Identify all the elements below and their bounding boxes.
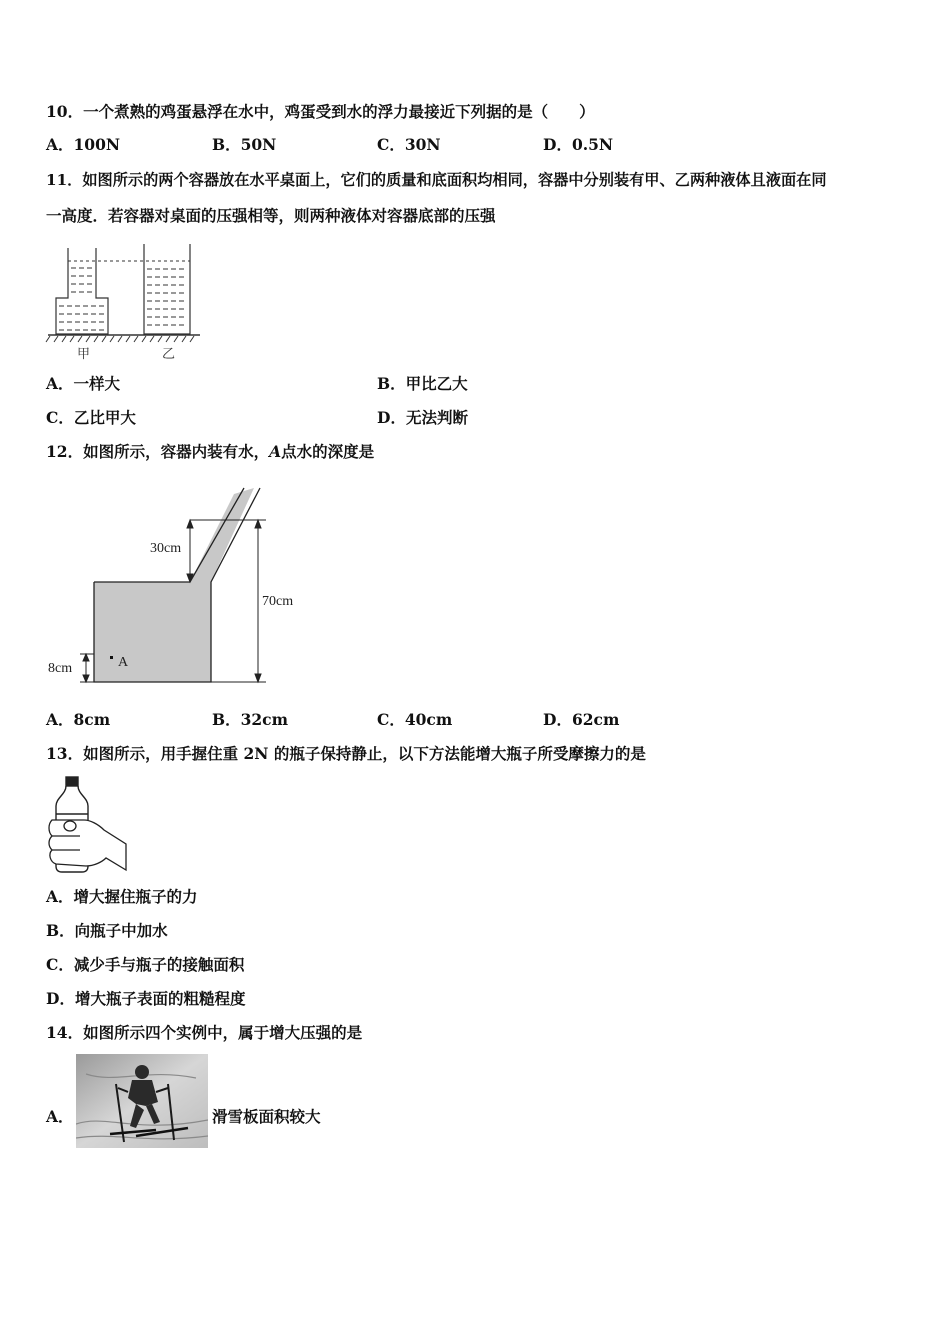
q12-container-figure xyxy=(44,484,314,694)
q11-option-d: D．无法判断 xyxy=(377,408,468,427)
q11-stem-line2: 一高度．若容器对桌面的压强相等，则两种液体对容器底部的压强 xyxy=(46,206,496,225)
liquid-jia xyxy=(59,268,105,330)
q13-option-b: B．向瓶子中加水 xyxy=(46,921,168,940)
q11-option-a: A．一样大 xyxy=(46,374,121,393)
q14-option-a-letter: A． xyxy=(46,1107,74,1126)
q12-stem-prefix: 12．如图所示，容器内装有水， xyxy=(46,442,270,461)
water-body xyxy=(94,488,254,682)
point-a-marker xyxy=(110,656,113,659)
q10-option-a: A．100N xyxy=(46,135,121,154)
q13-option-d: D．增大瓶子表面的粗糙程度 xyxy=(46,989,246,1008)
q14-option-a-caption: 滑雪板面积较大 xyxy=(212,1107,321,1126)
q13-option-a: A．增大握住瓶子的力 xyxy=(46,887,198,906)
q13-option-c: C．减少手与瓶子的接触面积 xyxy=(46,955,245,974)
q11-stem-line1: 11．如图所示的两个容器放在水平桌面上，它们的质量和底面积均相同，容器中分别装有甲、乙两种液体且液面在同 xyxy=(46,171,827,189)
label-30cm: 30cm xyxy=(150,541,182,556)
label-point-a: A xyxy=(118,655,129,670)
label-yi: 乙 xyxy=(162,346,176,361)
q10-option-c: C．30N xyxy=(377,135,441,154)
container-yi xyxy=(144,244,190,334)
q12-option-a: A．8cm xyxy=(46,710,111,729)
q12-stem-point: A xyxy=(269,442,282,461)
label-70cm: 70cm xyxy=(262,594,294,609)
q11-option-c: C．乙比甲大 xyxy=(46,408,136,427)
q10-option-b: B．50N xyxy=(212,135,277,154)
q11-containers-figure xyxy=(44,240,214,365)
label-8cm: 8cm xyxy=(48,661,73,676)
liquid-yi xyxy=(147,269,187,325)
q11-option-b: B．甲比乙大 xyxy=(377,374,468,393)
q12-stem xyxy=(46,442,374,462)
skier-photo xyxy=(76,1054,208,1148)
dim-8cm xyxy=(83,654,89,682)
q13-stem: 13．如图所示，用手握住重 2N 的瓶子保持静止，以下方法能增大瓶子所受摩擦力的是 xyxy=(46,744,646,763)
q10-option-d: D．0.5N xyxy=(543,135,614,154)
dim-30cm xyxy=(187,520,193,582)
q12-option-d: D．62cm xyxy=(543,710,620,729)
label-jia: 甲 xyxy=(77,346,91,361)
hand-holding-bottle-figure xyxy=(44,774,128,874)
table-hatching xyxy=(46,336,194,342)
dim-70cm xyxy=(255,520,261,682)
q12-option-b: B．32cm xyxy=(212,710,289,729)
q10-stem: 10．一个煮熟的鸡蛋悬浮在水中，鸡蛋受到水的浮力最接近下列据的是（ ） xyxy=(46,102,595,121)
q12-option-c: C．40cm xyxy=(377,710,453,729)
q12-stem-suffix: 点水的深度是 xyxy=(281,442,375,461)
q14-stem: 14．如图所示四个实例中，属于增大压强的是 xyxy=(46,1023,363,1042)
